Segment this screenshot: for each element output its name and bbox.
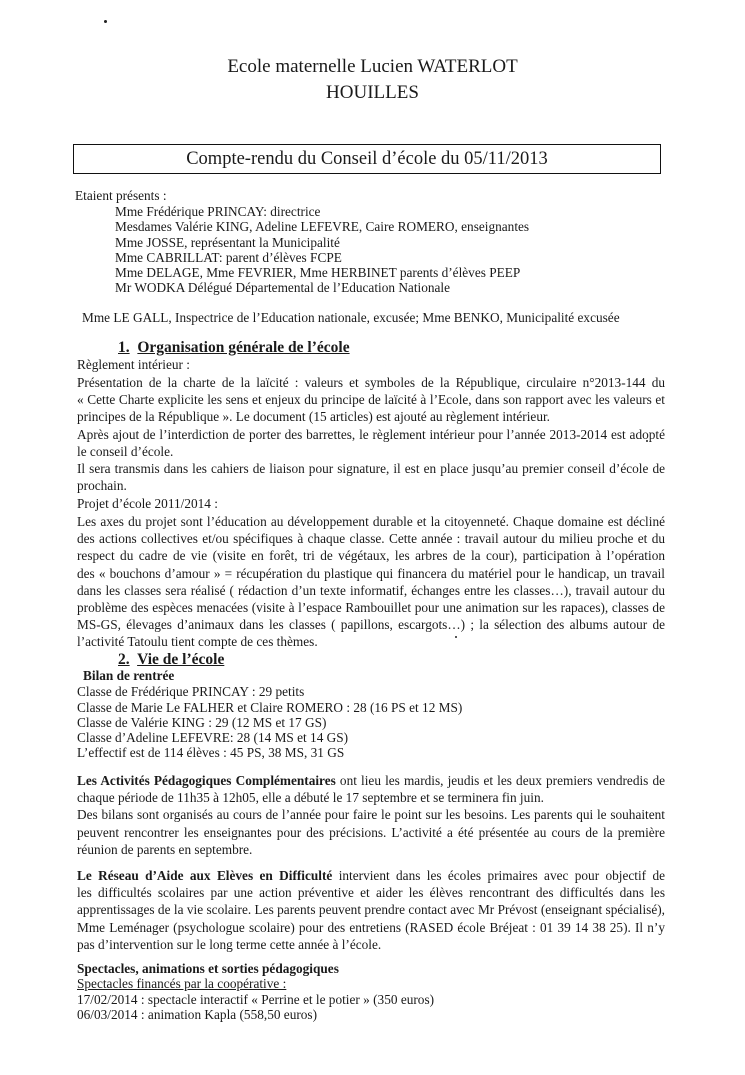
text-line <box>77 867 665 884</box>
spectacle-line: 06/03/2014 : animation Kapla (558,50 euros) <box>77 1007 318 1022</box>
text-line: réunion de parents en septembre. <box>77 841 253 857</box>
attendee-line: Mme Frédérique PRINCAY: directrice <box>115 204 321 219</box>
text-line: Après ajout de l’interdiction de porter des barrettes, le règlement intérieur pour l’année 2013-2014 est adopté <box>77 426 665 442</box>
text-line: dans les classes sera réalisé ( rédaction d’un texte informatif, échanges entre les classes…), travail autour du <box>77 582 665 598</box>
apc-paragraph <box>77 772 665 858</box>
text-line: Des bilans sont organisés au cours de l’année pour faire le point sur les besoins. Les parents qui le souhaitent <box>77 807 665 823</box>
text-line: Présentation de la charte de la laïcité : valeurs et symboles de la République, circulaire n°2013-144 du <box>77 375 665 390</box>
school-city: HOUILLES <box>326 82 419 103</box>
attendee-line: Mme JOSSE, représentant la Municipalité <box>115 235 340 250</box>
text-fragment: intervient dans les écoles primaires avec pour objectif de <box>338 868 665 883</box>
spectacle-line: 17/02/2014 : spectacle interactif « Perrine et le potier » (350 euros) <box>77 992 435 1007</box>
text-fragment: ont lieu les mardis, jeudis et les deux premiers vendredis de <box>339 773 665 788</box>
scan-speck <box>104 20 107 23</box>
text-line: Les axes du projet sont l’éducation au développement durable et la citoyenneté. Chaque domaine est décliné <box>77 514 665 529</box>
section-heading <box>118 339 350 357</box>
document-title: Compte-rendu du Conseil d’école du 05/11/2013 <box>73 144 661 174</box>
projet-label: Projet d’école 2011/2014 : <box>77 496 218 511</box>
attendance-label: Etaient présents : <box>75 188 167 203</box>
reglement-paragraph <box>77 374 665 494</box>
text-line: respect du cadre de vie (visite en forêt, tri de végétaux, les arbres de la cour), participation à l’opération <box>77 548 665 564</box>
class-line: Classe de Valérie KING : 29 (12 MS et 17 GS) <box>77 715 327 730</box>
apc-title: Les Activités Pédagogiques Complémentaires <box>77 773 336 788</box>
projet-paragraph <box>77 513 665 651</box>
rased-title: Le Réseau d’Aide aux Elèves en Difficulté <box>77 868 333 883</box>
text-line: problème des espèces menacées (visite à l’espace Rambouillet pour une animation sur les rapaces), classes de <box>77 599 665 615</box>
section-number: 1. <box>118 339 130 356</box>
cooperative-label: Spectacles financés par la coopérative : <box>77 976 287 991</box>
rased-paragraph <box>77 867 665 953</box>
attendee-line: Mr WODKA Délégué Départemental de l’Education Nationale <box>115 280 451 295</box>
text-line: Il sera transmis dans les cahiers de liaison pour signature, il est en place jusqu’au premier conseil d’école de <box>77 460 665 476</box>
text-line: Mme Leménager (psychologue scolaire) pour des entretiens (RASED école Bréjeat : 01 39 14 38 25). Il n’y <box>77 919 665 935</box>
text-line: des actions collectives et/ou spécifiques à chaque classe. Cette année : travail autour du milieu proche et du <box>77 531 665 547</box>
text-line: « Cette Charte explicite les sens et enjeux du principe de laïcité à l’Ecole, dans son rapport avec les valeurs et <box>77 392 665 408</box>
reglement-label: Règlement intérieur : <box>77 357 190 372</box>
text-line: prochain. <box>77 478 127 494</box>
effectif-line: L’effectif est de 114 élèves : 45 PS, 38 MS, 31 GS <box>77 745 345 760</box>
section-title: Organisation générale de l’école <box>137 339 350 356</box>
attendee-line: Mesdames Valérie KING, Adeline LEFEVRE, Caire ROMERO, enseignantes <box>115 219 530 234</box>
text-line: chaque période de 11h35 à 12h05, elle a débuté le 17 septembre et se terminera fin juin. <box>77 790 544 806</box>
section-number: 2. <box>118 651 130 668</box>
spectacles-label: Spectacles, animations et sorties pédagogiques <box>77 961 339 976</box>
school-name: Ecole maternelle Lucien WATERLOT <box>227 56 518 77</box>
text-line: l’activité Tatoulu tient compte de ces thèmes. <box>77 634 318 650</box>
attendee-line: Mme DELAGE, Mme FEVRIER, Mme HERBINET parents d’élèves PEEP <box>115 265 521 280</box>
class-line: Classe d’Adeline LEFEVRE: 28 (14 MS et 14 GS) <box>77 730 349 745</box>
attendee-line: Mme CABRILLAT: parent d’élèves FCPE <box>115 250 342 265</box>
text-line <box>77 772 665 789</box>
text-line: pas d’intervention sur le long terme cette année à l’école. <box>77 936 382 952</box>
class-line: Classe de Marie Le FALHER et Claire ROMERO : 28 (16 PS et 12 MS) <box>77 700 463 715</box>
text-line: apprentissages de la vie scolaire. Les parents peuvent prendre contact avec Mr Prévost (enseignant spécialisé), <box>77 902 665 918</box>
section-title: Vie de l’école <box>137 651 225 668</box>
section-heading <box>118 651 224 669</box>
text-line: MS-GS, élevages d’animaux dans les classes ( papillons, escargots…) ; la sélection des albums autour de <box>77 617 665 633</box>
bilan-label: Bilan de rentrée <box>83 668 175 683</box>
text-line: peuvent rencontrer les enseignantes pour des précisions. L’activité a été présentée au cours de la première <box>77 824 665 840</box>
excused-line: Mme LE GALL, Inspectrice de l’Education nationale, excusée; Mme BENKO, Municipalité excusée <box>82 310 620 325</box>
class-line: Classe de Frédérique PRINCAY : 29 petits <box>77 684 305 699</box>
text-line: principes de la République ». Le document (15 articles) est ajouté au règlement intérieur. <box>77 409 550 425</box>
text-line: les difficultés scolaires par une action préventive et aider les élèves rencontrant des difficultés dans les <box>77 885 665 901</box>
text-line: le conseil d’école. <box>77 443 174 459</box>
text-line: des « bouchons d’amour » = récupération du plastique qui financera du matériel pour le handicap, un travail <box>77 565 665 581</box>
